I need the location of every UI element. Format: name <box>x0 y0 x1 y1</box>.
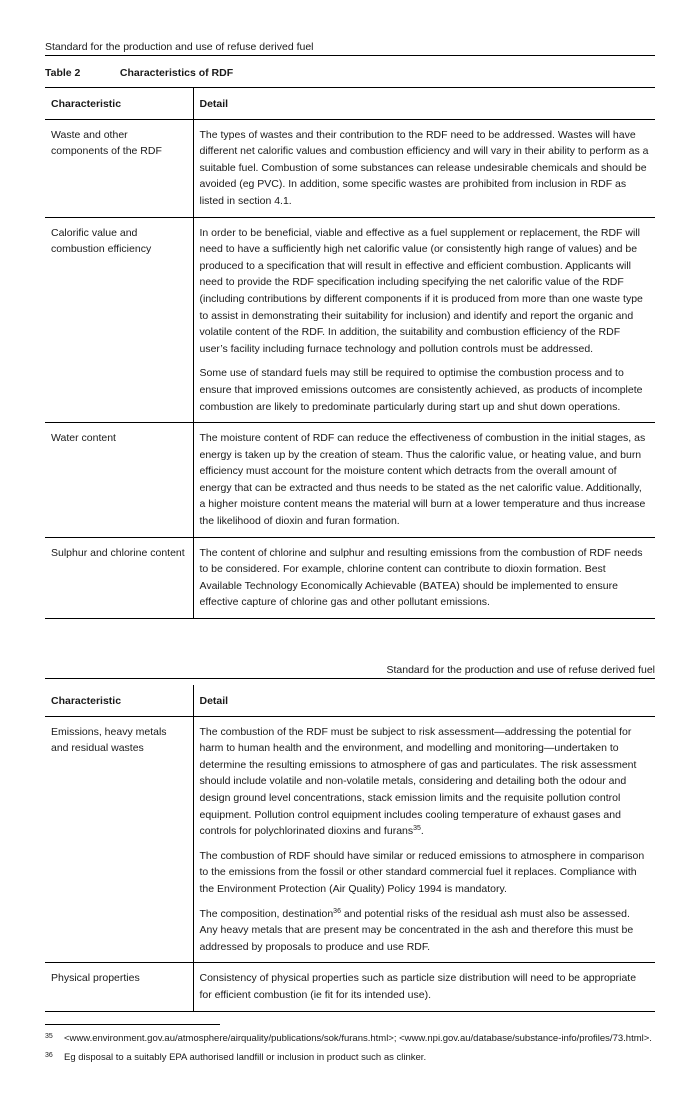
detail-paragraph: The moisture content of RDF can reduce the effectiveness of combustion in the initial stages, as energy is taken up by the creation of steam. Thus the calorific value, or heating value, and burn efficiency must account for the moisture content which detracts from the overall amount of energy that can be extracted and thus needs to be stated as the net calorific value. Additionally, a higher moisture content means the material will burn at a lower temperature and thus increase the likelihood of dioxin and furan formation. <box>199 432 646 528</box>
running-header-page-2: Standard for the production and use of refuse derived fuel <box>45 664 655 679</box>
table-number: Table 2 <box>45 67 81 79</box>
column-header-detail: Detail <box>193 88 655 120</box>
rdf-characteristics-table-continued <box>45 685 655 1012</box>
characteristic-cell: Physical properties <box>45 963 193 1011</box>
detail-paragraph: The combustion of RDF should have similar or reduced emissions to atmosphere in comparison to the emissions from the fossil or other standard commercial fuel it replaces. Compliance with the Environment Protection (Air Quality) Policy 1994 is mandatory. <box>199 849 645 895</box>
detail-paragraph: In order to be beneficial, viable and effective as a fuel supplement or replacement, the RDF will need to have a sufficiently high net calorific value (or consistently high range of values) and be produced to a specification that will result in effective and efficient combustion. Applicants will need to provide the RDF specification including specifying the net calorific value of the RDF (including contributions by different components if it is produced from more than one waste type to assist in demonstrating their suitability for inclusion) and identify and report the organic and volatile content of the RDF. In addition, the suitability and combustion efficiency of the RDF user’s facility including furnace technology and pollution controls must be addressed. <box>199 226 643 355</box>
detail-text: and potential risks of the residual ash must also be assessed. Any heavy metals that are present may be concentrated in the ash and therefore this must be addressed by proposals to produce and use RDF. <box>199 907 634 953</box>
detail-cell <box>193 119 655 217</box>
detail-paragraph: The content of chlorine and sulphur and resulting emissions from the combustion of RDF needs to be considered. For example, chlorine content can contribute to dioxin formation. Best Available Technology Economically Achievable (BATEA) should be implemented to ensure effective capture of chlorine gas and other pollutant emissions. <box>199 546 643 609</box>
detail-paragraph: The types of wastes and their contribution to the RDF need to be addressed. Wastes will have different net calorific values and combustion efficiency and will vary in their ability to perform as a suitable fuel. Combustion of some substances can release undesirable chemicals and should be avoided (eg PVC). In addition, some specific wastes are prohibited from inclusion in RDF as listed in section 4.1. <box>199 128 649 207</box>
footnote-number: 35 <box>45 1033 53 1040</box>
characteristic-cell: Calorific value and combustion efficiency <box>45 217 193 423</box>
table-row <box>45 217 655 423</box>
detail-cell <box>193 716 655 963</box>
detail-cell <box>193 963 655 1011</box>
table-row <box>45 119 655 217</box>
table-row <box>45 423 655 538</box>
detail-paragraph <box>200 724 650 840</box>
table-row <box>45 537 655 618</box>
characteristic-cell: Water content <box>45 423 193 538</box>
table-header-row <box>45 88 655 120</box>
detail-text: The combustion of the RDF must be subject to risk assessment—addressing the potential for harm to human health and the environment, and modelling and monitoring—undertaken to determine the resulting emissions to atmosphere of gas and particulates. The risk assessment should include volatile and non-volatile metals, considering and detailing both the odour and design ground level concentrations, stack emission limits and the requisite pollution control equipment. Pollution control equipment includes cooling temperature of exhaust gases and controls for polychlorinated dioxins and furans <box>199 725 637 838</box>
detail-cell <box>193 537 655 618</box>
table-row <box>45 716 655 963</box>
table-row <box>45 963 655 1011</box>
detail-paragraph: Consistency of physical properties such as particle size distribution will need to be appropriate for efficient combustion (ie fit for its intended use). <box>199 972 637 1001</box>
footnote-ref-36[interactable]: 36 <box>333 907 341 915</box>
footnote-text: <www.environment.gov.au/atmosphere/airquality/publications/sok/furans.html>; <www.npi.gov.au/database/substance-info/profiles/73.html>. <box>64 1033 652 1044</box>
rdf-characteristics-table <box>45 87 655 619</box>
table-caption <box>45 67 655 79</box>
column-header-characteristic: Characteristic <box>45 88 193 120</box>
characteristic-cell: Sulphur and chlorine content <box>45 537 193 618</box>
detail-cell <box>193 217 655 423</box>
detail-text: The composition, destination <box>199 907 334 920</box>
table-title: Characteristics of RDF <box>119 67 234 79</box>
characteristic-cell: Waste and other components of the RDF <box>45 119 193 217</box>
detail-paragraph: Some use of standard fuels may still be required to optimise the combustion process and to ensure that improved emissions outcomes are consistently achieved, as products of incomplete combustion are likely to predominate particularly during start up and shut down operations. <box>199 367 643 413</box>
footnotes <box>45 1032 655 1070</box>
detail-paragraph <box>200 906 650 956</box>
footnote-text: Eg disposal to a suitably EPA authorised landfill or inclusion in product such as clinker. <box>64 1052 427 1063</box>
footnote-35 <box>45 1032 655 1046</box>
footnote-ref-35[interactable]: 35 <box>413 825 421 833</box>
running-header: Standard for the production and use of refuse derived fuel <box>45 41 655 56</box>
footnote-number: 36 <box>45 1052 53 1059</box>
footnote-36 <box>45 1051 655 1065</box>
characteristic-cell: Emissions, heavy metals and residual wastes <box>45 716 193 963</box>
column-header-detail: Detail <box>193 685 655 716</box>
sentence-end: . <box>420 825 424 838</box>
table-header-row <box>45 685 655 716</box>
column-header-characteristic: Characteristic <box>45 685 193 716</box>
footnote-divider <box>45 1024 220 1025</box>
detail-cell <box>193 423 655 538</box>
